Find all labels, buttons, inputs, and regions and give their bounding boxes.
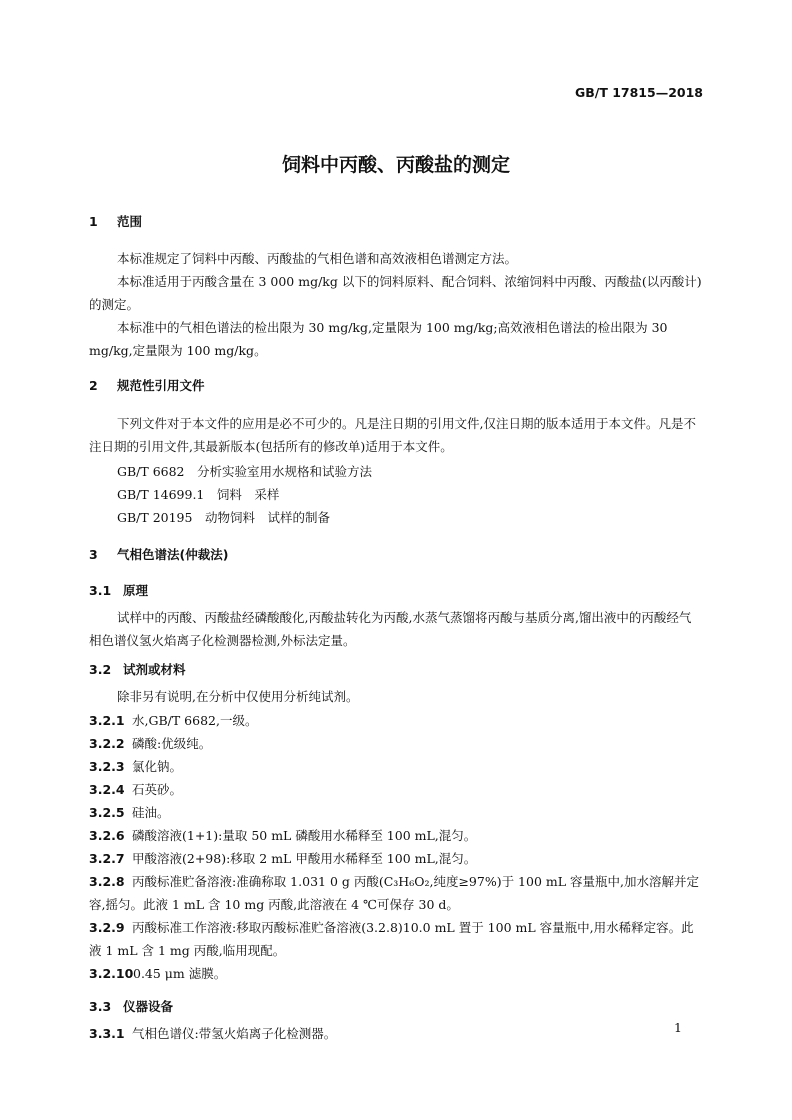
item-text: 气相色谱仪:带氢火焰离子化检测器。: [132, 1026, 337, 1041]
item-number: 3.2.5: [89, 805, 125, 820]
paragraph: 本标准中的气相色谱法的检出限为 30 mg/kg,定量限为 100 mg/kg;高效液相色谱法的检出限为 30 mg/kg,定量限为 100 mg/kg。: [89, 320, 668, 358]
paragraph: 除非另有说明,在分析中仅使用分析纯试剂。: [117, 689, 359, 704]
standard-number: GB/T 17815—2018: [574, 85, 703, 100]
list-item: [89, 778, 703, 801]
normative-reference: GB/T 6682 分析实验室用水规格和试验方法: [117, 464, 373, 479]
item-text: 丙酸标准工作溶液:移取丙酸标准贮备溶液(3.2.8)10.0 mL 置于 100 mL 容量瓶中,用水稀释定容。此液 1 mL 含 1 mg 丙酸,临用现配。: [89, 920, 694, 958]
subsection-number: 3.3: [89, 999, 112, 1014]
item-text: 甲酸溶液(2+98):移取 2 mL 甲酸用水稀释至 100 mL,混匀。: [132, 851, 477, 866]
item-number: 3.2.3: [89, 759, 125, 774]
list-item: [89, 709, 703, 732]
item-number: 3.2.8: [89, 874, 125, 889]
list-item: [89, 962, 703, 985]
item-text: 硅油。: [132, 805, 170, 820]
subsection-3-2-heading: [89, 660, 186, 678]
section-number: 1: [89, 214, 98, 229]
section-title: 气相色谱法(仲裁法): [117, 547, 229, 562]
item-number: 3.2.4: [89, 782, 125, 797]
section-title: 规范性引用文件: [117, 378, 205, 393]
item-number: 3.2.1: [89, 713, 125, 728]
list-item: [89, 755, 703, 778]
paragraph: 下列文件对于本文件的应用是必不可少的。凡是注日期的引用文件,仅注日期的版本适用于本文件。凡是不注日期的引用文件,其最新版本(包括所有的修改单)适用于本文件。: [89, 416, 696, 454]
list-item: [89, 916, 703, 962]
subsection-number: 3.1: [89, 583, 112, 598]
normative-reference: GB/T 20195 动物饲料 试样的制备: [117, 510, 330, 525]
paragraph: 本标准规定了饲料中丙酸、丙酸盐的气相色谱和高效液相色谱测定方法。: [117, 251, 518, 266]
section-2-heading: [89, 376, 205, 394]
item-text: 水,GB/T 6682,一级。: [132, 713, 258, 728]
page-number: 1: [674, 1020, 682, 1035]
section-3-heading: [89, 545, 228, 563]
list-item: [89, 870, 703, 916]
subsection-title: 仪器设备: [123, 999, 174, 1014]
list-item: [89, 732, 703, 755]
section-title: 范围: [117, 214, 143, 229]
list-item: [89, 824, 703, 847]
subsection-title: 试剂或材料: [123, 662, 186, 677]
normative-reference: GB/T 14699.1 饲料 采样: [117, 487, 280, 502]
paragraph: 本标准适用于丙酸含量在 3 000 mg/kg 以下的饲料原料、配合饲料、浓缩饲料中丙酸、丙酸盐(以丙酸计)的测定。: [89, 274, 702, 312]
subsection-number: 3.2: [89, 662, 112, 677]
item-text: 丙酸标准贮备溶液:准确称取 1.031 0 g 丙酸(C₃H₆O₂,纯度≥97%)于 100 mL 容量瓶中,加水溶解并定容,摇匀。此液 1 mL 含 10 mg 丙酸,此溶液在 4 ℃可保存 30 d。: [89, 874, 699, 912]
item-text: 石英砂。: [132, 782, 183, 797]
item-text: 磷酸:优级纯。: [132, 736, 212, 751]
paragraph: 试样中的丙酸、丙酸盐经磷酸酸化,丙酸盐转化为丙酸,水蒸气蒸馏将丙酸与基质分离,馏出液中的丙酸经气相色谱仪氢火焰离子化检测器检测,外标法定量。: [89, 610, 692, 648]
subsection-title: 原理: [123, 583, 149, 598]
item-text: 氯化钠。: [132, 759, 183, 774]
section-1-heading: [89, 212, 142, 230]
item-text: 0.45 μm 滤膜。: [133, 966, 227, 981]
item-number: 3.2.2: [89, 736, 125, 751]
section-number: 2: [89, 378, 98, 393]
list-item: [89, 801, 703, 824]
item-number: 3.2.6: [89, 828, 125, 843]
subsection-3-3-heading: [89, 997, 173, 1015]
item-number: 3.2.10: [89, 966, 134, 981]
item-number: 3.3.1: [89, 1026, 125, 1041]
subsection-3-1-heading: [89, 581, 148, 599]
item-number: 3.2.7: [89, 851, 125, 866]
list-item: [89, 1022, 703, 1045]
item-number: 3.2.9: [89, 920, 125, 935]
document-title: 饲料中丙酸、丙酸盐的测定: [281, 154, 510, 176]
section-number: 3: [89, 547, 98, 562]
item-text: 磷酸溶液(1+1):量取 50 mL 磷酸用水稀释至 100 mL,混匀。: [132, 828, 477, 843]
list-item: [89, 847, 703, 870]
